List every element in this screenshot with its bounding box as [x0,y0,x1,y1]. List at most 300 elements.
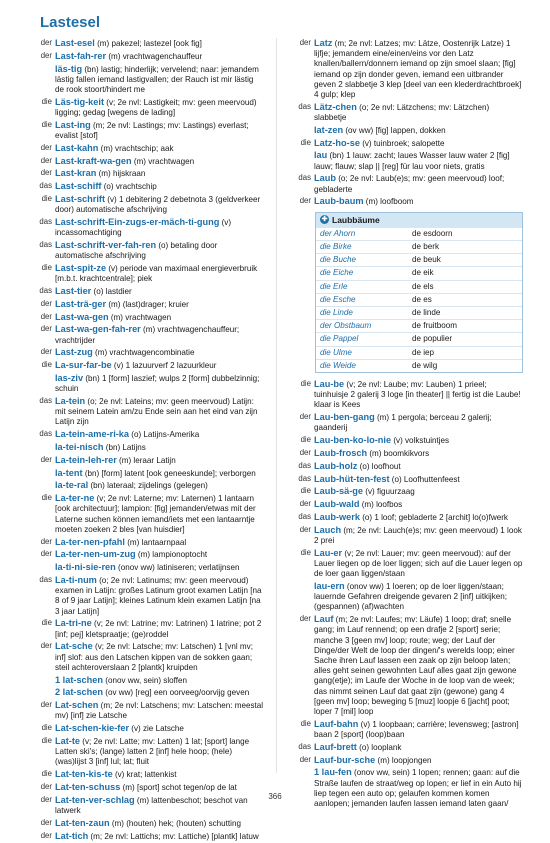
entry-article: der [299,499,311,509]
entry-headword: Lat-schen-kie-fer [55,723,130,734]
entry-definition: (o; 2e nvl: Latinums; mv: geen meervoud) examen in Latijn: großes Latinum groot examen Latijn [na 8 of 9 jaar Latijn]; kleines Latinum klein examen Latijn [na 3 jaar Latijn] [55,575,262,616]
dictionary-entry [28,429,264,440]
entry-body [314,499,523,510]
dictionary-entry [287,755,523,766]
infobox-dutch-term: de els [412,281,434,291]
entry-definition: (m) pakezel; lastezel [ook fig] [97,39,202,48]
infobox-german-term: der Ahorn [320,228,356,238]
entry-body [55,618,264,639]
entry-body [55,360,264,371]
entry-body [55,120,264,141]
entry-headword: 1 lau-fen [314,767,352,778]
entry-headword: la-te-ral [55,480,89,491]
left-column [28,38,264,843]
entry-article [28,468,55,479]
entry-headword: 1 lat-schen [55,674,103,685]
entry-headword: Lat-ten-kis-te [55,769,113,780]
entry-article: die [300,718,311,728]
dictionary-entry [28,442,264,453]
entry-body [55,240,264,261]
entry-headword: Lauf-bur-sche [314,754,376,765]
entry-definition: (m) boomkikvors [369,449,430,459]
entry-headword: La-ter-nen-pfahl [55,536,125,547]
entry-body [314,435,523,446]
dictionary-entry [28,618,264,639]
dictionary-entry [28,194,264,215]
dictionary-entry [28,468,264,479]
entry-definition: (bn) 1 lauw: zacht; laues Wasser lauw water 2 [fig] lauw; flauw; slap || [reg] für lau voor niets, gratis [314,151,510,171]
entry-article: der [40,155,52,165]
column-divider [276,38,277,773]
entry-body [314,755,523,766]
entry-body [55,156,264,167]
dictionary-entry [28,562,264,573]
entry-definition: (v) 1 loopbaan; carrière; levensweg; [astron] baan 2 [sport] (loop)baan [314,719,519,740]
entry-article: die [41,618,52,628]
entry-definition: (m) leraar Latijn [119,455,176,465]
entry-definition: (v; 2e nvl: Laube; mv: Lauben) 1 prieel; tuinhuisje 2 galerij 3 loge [in theater] || fertig ist die Laube! klaar is Kees [314,380,521,410]
infobox-dutch-term: de eik [412,268,434,278]
entry-definition: (bn) 1 [form] laszief; wulps 2 [form] dubbelzinnig; schuin [55,373,260,394]
entry-headword: Latz [314,38,333,48]
entry-headword: Laub-baum [314,196,364,207]
dictionary-entry [28,493,264,535]
entry-definition: (m) lattenbeschot; beschot van latwerk [55,795,248,815]
entry-headword: Lau-ben-gang [314,412,375,423]
entry-headword: Lat-te [55,735,81,746]
entry-article [287,581,314,613]
entry-body [55,575,264,617]
entry-definition: (o) loofhout [359,461,401,471]
entry-headword: Last-kahn [55,142,99,153]
entry-body [314,461,523,472]
entry-article: das [39,429,52,439]
entry-headword: Last-tier [55,285,92,296]
entry-article: der [40,38,52,47]
dictionary-entry [28,818,264,829]
entry-definition: (v; 2e nvl: Latte; mv: Latten) 1 lat; [sport] lange Latten ski's; (lange) latten 2 [inf] hele hoop; (hele) (was)lijst 3 [inf] lul; lat; fluit [55,736,250,767]
dictionary-entry [287,150,523,171]
entry-body [314,474,523,485]
entry-article: der [40,142,52,152]
entry-article: das [39,285,52,295]
dictionary-entry [28,687,264,698]
entry-body [314,138,523,149]
entry-definition: (v; 2e nvl: Laterne; mv: Laternen) 1 lantaarn [ook architectuur]; lampion: [fig] jemanden/etwas mit der Laterne suchen können iemand/iets met een lantaarntje moeten zoeken 2 bles [van huisdier] [55,494,256,534]
dictionary-entry [287,719,523,740]
entry-body [314,525,523,546]
entry-body [55,347,264,358]
entry-definition: (m) (last)drager; kruier [108,299,189,309]
entry-definition: (m; 2e nvl: Latzes; mv: Lätze, Oostenrijk Latze) 1 lijfje; jemandem eine/einen/eins vor den Latz knallen/ballern/donnern iemand op zijn smoel slaan; [fig] iemand op zijn donder geven, iemand een uitbrander geven 2 slabbetje 3 klep [deel van een klederdrachtbroek] 4 gulp; klep [314,39,522,100]
dictionary-entry [28,831,264,842]
entry-article: der [40,641,52,651]
infobox-german-term: der Obstbaum [320,321,372,331]
dictionary-entry [287,448,523,459]
infobox-row [316,227,522,240]
infobox-german-term: die Birke [320,242,352,252]
entry-definition: (m) loopjongen [377,755,432,765]
dictionary-entry [28,263,264,284]
entry-body [55,468,264,479]
entry-definition: (v; 2e nvl: Latrine; mv: Latrinen) 1 latrine; pot 2 [inf; pej] kletspraatje; (ge)roddel [55,619,262,639]
entry-article: das [298,473,311,483]
dictionary-entry [287,196,523,207]
entry-body [314,486,523,497]
entry-body [55,168,264,179]
entry-definition: (v) tuinbroek; salopette [362,138,445,148]
entry-headword: Lau-be [314,379,345,390]
entry-definition: (v; 2e nvl: Lastigkeit; mv: geen meervoud) ligging; gedag [wegens de lading] [55,97,257,117]
entry-definition: (o; 2e nvl: Lätzchens; mv: Lätzchen) slabbetje [314,102,490,123]
entry-definition: (m) lantaarnpaal [127,537,187,547]
entry-definition: (m) (houten) hek; (houten) schutting [111,818,241,828]
entry-article: das [298,741,311,751]
dictionary-entry [28,360,264,371]
entry-article: die [300,435,311,445]
entry-body [55,442,264,453]
entry-definition: (o) vrachtschip [103,182,157,192]
entry-headword: Laub-wald [314,499,360,510]
entry-headword: Last-kran [55,168,97,179]
entry-headword: Last-ing [55,119,91,130]
entry-definition: (ov ww) [reg] een oorveeg/oorvijg geven [105,688,250,698]
entry-headword: Last-spit-ze [55,262,107,273]
entry-definition: (v; 2e nvl: Lauer; mv: geen meervoud): auf der Lauer liegen op de loer liggen; sich auf die Lauer legen op de loer gaan liggen/staan [314,548,523,579]
entry-headword: Last-zug [55,347,93,358]
entry-headword: la-tent [55,467,83,478]
entry-body [314,38,523,100]
entry-definition: (onov ww, sein) sloffen [105,675,187,685]
entry-article [287,150,314,171]
entry-definition: (m) loofboom [365,197,414,207]
page-header-title: Lastesel [40,14,101,31]
entry-article [28,687,55,698]
entry-body [55,299,264,310]
entry-article: der [40,700,52,710]
entry-article: die [41,193,52,203]
entry-body [55,38,264,49]
entry-definition: (m) vrachtwagencombinatie [95,348,195,358]
entry-headword: Latz-ho-se [314,137,360,148]
infobox-dutch-term: de linde [412,308,441,318]
entry-headword: Lat-tich [55,830,89,841]
entry-body [314,150,523,171]
entry-definition: (m) vrachtwagen [110,312,172,322]
entry-headword: La-sur-far-be [55,360,112,371]
entry-headword: Lat-ten-ver-schlag [55,794,135,805]
entry-article: der [40,794,52,804]
entry-article: der [40,830,52,840]
dictionary-entry [287,138,523,149]
entry-article [28,480,55,491]
infobox-german-term: die Weide [320,360,356,370]
infobox-dutch-term: de beuk [412,255,441,265]
entry-definition: (v) incassomachtiging [55,217,232,238]
entry-article: der [40,324,52,334]
entry-definition: (o) 1 loof; gebladerte 2 [archit] lo(o)fwerk [362,513,508,523]
entry-body [55,493,264,535]
entry-headword: Last-schiff [55,181,102,192]
entry-definition: (m) [sport] schot tegen/op de lat [122,782,237,792]
entry-body [55,51,264,62]
entry-article: der [40,347,52,357]
dictionary-entry [287,767,523,809]
entry-article: die [300,379,311,389]
entry-definition: (v) zie Latsche [131,724,184,734]
infobox-dutch-term: de wilg [412,360,438,370]
entry-headword: lau-ern [314,581,345,592]
infobox-dutch-term: de fruitboom [412,321,457,331]
entry-article: der [40,50,52,60]
entry-body [55,396,264,428]
entry-article: der [299,448,311,458]
entry-headword: Laub-werk [314,512,360,523]
entry-definition: (m; 2e nvl: Laufes; mv: Läufe) 1 loop; draf; snelle gang; im Lauf rennend; op een drafje 2 [sport] serie; manche 3 [geen mv] loop; route; weg; der Lauf der Dinge/der Welt de loop der dingen/'s werelds loop; einer Sache ihren Lauf lassen een zaak op zijn beloop laten; alles geht seinen gewohnten Lauf alles gaat zijn gewone gang(etje); im Laufe der Woche in de loop van de week; das nimmt seinen Lauf dat gaat zijn (gewone) gang 4 [geen mv] loop; beweging 5 [muz] loopje 6 [jacht] poot; loper 7 [mil] loop [314,615,517,717]
entry-definition: (v) krat; lattenkist [114,770,177,780]
entry-headword: Laub-holz [314,460,358,471]
dictionary-entry [287,499,523,510]
entry-article: der [40,298,52,308]
entry-body [55,675,264,686]
entry-article: der [299,412,311,422]
entry-article: die [41,360,52,370]
entry-body [55,97,264,118]
dictionary-entry [28,217,264,238]
entry-article: die [41,119,52,129]
dictionary-entry [28,455,264,466]
infobox-title-text: Laubbäume [332,214,380,225]
entry-body [55,373,264,394]
infobox-german-term: die Eiche [320,268,354,278]
dictionary-entry [28,97,264,118]
entry-headword: Lau-ben-ko-lo-nie [314,435,392,446]
entry-definition: (o) betaling door automatische afschrijving [55,240,218,261]
entry-body [55,687,264,698]
entry-body [314,379,523,411]
dictionary-entry [28,38,264,49]
entry-body [55,641,264,673]
dictionary-entry [28,156,264,167]
entry-body [314,719,523,740]
entry-headword: Lauch [314,524,342,535]
infobox-row [316,306,522,319]
entry-body [55,324,264,345]
entry-headword: Last-schrift-Ein-zugs-er-mäch-ti-gung [55,216,220,227]
entry-body [314,742,523,753]
entry-headword: Laub-frosch [314,448,368,459]
entry-article [287,767,314,809]
dictionary-entry [28,181,264,192]
entry-body [314,102,523,123]
entry-headword: Lat-ten-schuss [55,781,121,792]
entry-headword: Last-wa-gen [55,311,109,322]
infobox-row [316,346,522,359]
entry-article: das [39,239,52,249]
entry-body [55,818,264,829]
entry-definition: (v; 2e nvl: Latsche; mv: Latschen) 1 [vnl mv; inf] slof: aus den Latschen kippen van de sokken gaan; steil achteroverslaan 2 [plantk] kruipden [55,642,253,672]
entry-headword: Lat-sche [55,641,93,652]
entry-article: das [39,181,52,191]
entry-definition: (v) periode van maximaal energieverbruik [m.b.t. krachtcentrale]; piek [55,263,258,284]
entry-headword: Laub-hüt-ten-fest [314,473,390,484]
entry-body [55,562,264,573]
dictionary-entry [287,581,523,613]
entry-headword: Last-fah-rer [55,50,107,61]
entry-definition: (m; 2e nvl: Lattichs; mv: Lattiche) [plantk] latuw [90,831,259,841]
entry-body [55,549,264,560]
infobox-laubbaeume [315,212,523,373]
infobox-dutch-term: de iep [412,347,435,357]
infobox-row [316,293,522,306]
entry-headword: Laub [314,173,336,184]
entry-definition: (o) Latijns-Amerika [131,430,200,440]
entry-body [314,512,523,523]
entry-body [55,181,264,192]
entry-article: das [39,574,52,584]
dictionary-entry [287,474,523,485]
entry-body [314,125,523,136]
right-column-bottom-entries [287,379,523,809]
infobox-dutch-term: de populier [412,334,453,344]
infobox-dutch-term: de esdoorn [412,228,453,238]
entry-article: die [300,486,311,496]
entry-definition: (m; 2e nvl: Latschens; mv: Latschen: meestal mv) [inf] zie Latsche [55,701,264,721]
dictionary-entry [287,548,523,580]
entry-article: die [300,547,311,557]
entry-definition: (o) lastdier [93,286,132,296]
entry-article: das [39,395,52,405]
info-icon: ✚ [321,216,328,224]
entry-definition: (m) lampionoptocht [137,550,208,560]
entry-definition: (m) vrachtschip; aak [100,143,174,153]
entry-headword: La-ti-num [55,574,97,585]
entry-headword: la-ti-ni-sie-ren [55,562,116,573]
entry-definition: (o; 2e nvl: Lateins; mv: geen meervoud) Latijn: mit seinem Latein am/zu Ende sein aan het eind van zijn Latijn zijn [55,396,258,427]
entry-headword: La-tri-ne [55,618,92,629]
entry-definition: (m) loofbos [361,500,403,510]
dictionary-entry [287,742,523,753]
entry-article: die [41,96,52,106]
infobox-german-term: die Buche [320,255,356,265]
entry-article: die [41,493,52,503]
dictionary-entry [28,480,264,491]
dictionary-entry [28,641,264,673]
dictionary-entry [287,102,523,123]
entry-article: der [299,754,311,764]
entry-article: der [40,549,52,559]
entry-headword: lau [314,150,328,161]
entry-body [55,429,264,440]
entry-body [55,723,264,734]
dictionary-entry [287,512,523,523]
entry-article: der [40,781,52,791]
entry-body [314,548,523,580]
entry-definition: (onov ww, sein) 1 lopen; rennen; gaan: auf die Straße laufen de straat/weg op lopen; er lief in ein Auto hij liep tegen een auto op; gelaufen kommen komen aanlopen; jemanden laufen lassen iemand laten gaan/ [314,768,522,809]
entry-article: das [298,460,311,470]
entry-definition: (bn) lastig; hinderlijk; vervelend; naar: jemandem lästig fallen iemand lastigvallen; der Rauch ist mir lästig de rook stoort/hindert me [55,64,259,94]
entry-headword: la-tei-nisch [55,441,104,452]
dictionary-entry [28,143,264,154]
entry-definition: (o) looplank [359,742,402,752]
infobox-german-term: die Pappel [320,334,359,344]
page-number: 366 [268,792,282,801]
entry-body [55,263,264,284]
entry-article [287,125,314,136]
dictionary-entry [28,64,264,96]
infobox-title [316,213,522,227]
entry-headword: Last-kraft-wa-gen [55,155,132,166]
entry-definition: (bn) lateraal; zijdelings (gelegen) [90,481,208,491]
infobox-german-term: die Linde [320,308,353,318]
entry-body [314,196,523,207]
dictionary-entry [287,125,523,136]
dictionary-entry [28,769,264,780]
dictionary-entry [287,379,523,411]
entry-body [55,455,264,466]
dictionary-entry [28,324,264,345]
entry-article: der [40,311,52,321]
entry-headword: läs-tig [55,63,83,74]
entry-body [314,767,523,809]
entry-article: die [41,262,52,272]
entry-headword: Lauf [314,614,334,625]
entry-headword: Lauf-brett [314,741,357,752]
infobox-german-term: die Ulme [320,347,352,357]
dictionary-entry [28,396,264,428]
infobox-rows [316,227,522,372]
entry-headword: 2 lat-schen [55,687,103,698]
entry-body [55,194,264,215]
entry-headword: Lätz-chen [314,101,357,112]
entry-article: das [298,101,311,111]
entry-definition: (m) hijskraan [98,169,146,179]
dictionary-entry [287,614,523,717]
dictionary-entry [28,549,264,560]
entry-definition: (bn) [form] latent [ook geneeskunde]; verborgen [84,468,256,478]
entry-article: der [40,817,52,827]
dictionary-entry [287,173,523,194]
right-column-top-entries [287,38,523,208]
entry-headword: Lau-er [314,547,343,558]
entry-headword: Last-wa-gen-fah-rer [55,324,141,335]
dictionary-entry [28,675,264,686]
infobox-row [316,359,522,372]
entry-definition: (v) 1 lazuurverf 2 lazuurkleur [113,361,217,371]
dictionary-entry [28,537,264,548]
entry-headword: lat-zen [314,124,344,135]
dictionary-entry [28,736,264,768]
entry-body [314,581,523,613]
dictionary-entry [28,312,264,323]
entry-definition: (m; 2e nvl: Lastings; mv: Lastings) everlast; evalist [stof] [55,120,249,140]
entry-headword: Lauf-bahn [314,718,359,729]
entry-article: das [39,216,52,226]
entry-definition: (m) vrachtwagenchauffeur; vrachtrijder [55,325,240,345]
entry-headword: La-tein-leh-rer [55,454,117,465]
entry-headword: Last-schrift [55,193,106,204]
infobox-dutch-term: de berk [412,242,439,252]
entry-body [55,480,264,491]
entry-article: der [40,536,52,546]
entry-article [28,562,55,573]
entry-article: die [41,723,52,733]
entry-body [55,700,264,721]
entry-body [55,217,264,238]
entry-headword: las-ziv [55,372,84,383]
right-column [287,38,523,811]
entry-definition: (m) 1 pergola; berceau 2 galerij; gaanderij [314,413,492,433]
